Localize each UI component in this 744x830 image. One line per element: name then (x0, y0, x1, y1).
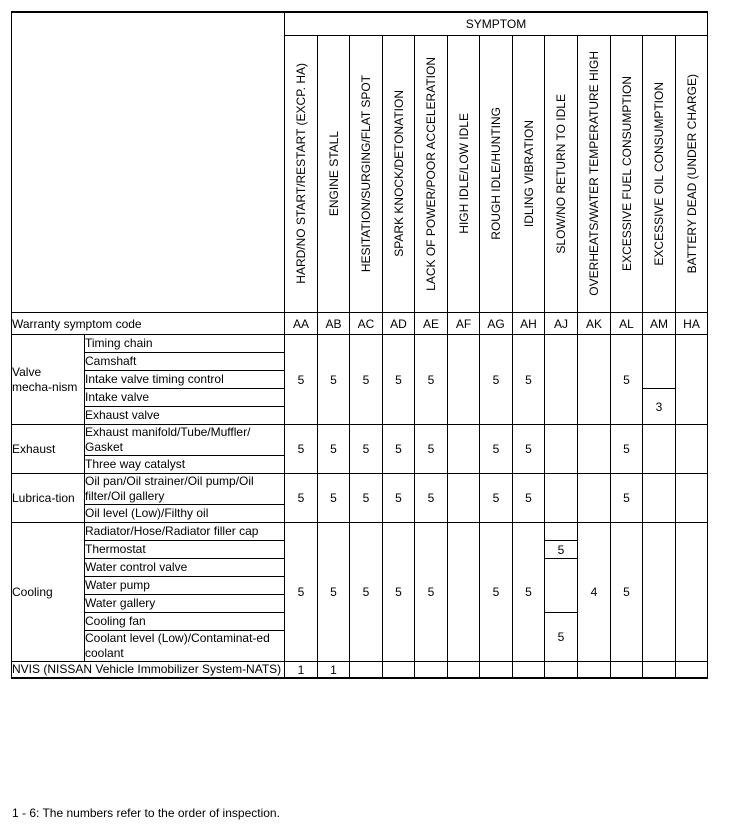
code-ha: HA (676, 313, 708, 335)
value-cell: 5 (513, 335, 545, 425)
value-cell (676, 425, 708, 474)
value-cell: 5 (480, 474, 513, 523)
value-cell: 5 (383, 425, 415, 474)
table-row (12, 335, 708, 353)
col-header-ah: IDLING VIBRATION (513, 36, 545, 313)
value-cell: 5 (415, 474, 448, 523)
value-cell: 5 (415, 523, 448, 662)
value-cell (480, 662, 513, 679)
value-cell: 5 (611, 523, 643, 662)
value-cell (578, 335, 611, 425)
value-cell (643, 662, 676, 679)
value-cell: 5 (285, 425, 318, 474)
group-label-lubrication: Lubrica-tion (12, 474, 85, 523)
code-ad: AD (383, 313, 415, 335)
group-label-valve: Valve mecha-nism (12, 335, 85, 425)
value-cell: 5 (350, 425, 383, 474)
diagnosis-table-container (11, 11, 708, 679)
value-cell: 5 (383, 335, 415, 425)
value-cell: 1 (285, 662, 318, 679)
value-cell: 5 (285, 335, 318, 425)
col-header-al: EXCESSIVE FUEL CONSUMPTION (611, 36, 643, 313)
value-cell (578, 425, 611, 474)
value-cell: 3 (643, 389, 676, 425)
code-ae: AE (415, 313, 448, 335)
value-cell: 5 (480, 335, 513, 425)
value-cell (545, 335, 578, 425)
code-ak: AK (578, 313, 611, 335)
value-cell: 5 (545, 541, 578, 559)
value-cell: 5 (415, 425, 448, 474)
value-cell: 5 (383, 523, 415, 662)
value-cell: 5 (611, 425, 643, 474)
part-cell: Intake valve (85, 389, 285, 407)
value-cell: 5 (350, 474, 383, 523)
col-header-ab: ENGINE STALL (318, 36, 350, 313)
value-cell: 5 (350, 523, 383, 662)
value-cell (611, 662, 643, 679)
col-header-aj: SLOW/NO RETURN TO IDLE (545, 36, 578, 313)
symptom-table (11, 11, 708, 679)
part-cell: Thermostat (85, 541, 285, 559)
nvis-label: NVIS (NISSAN Vehicle Immobilizer System-NATS) (12, 662, 285, 679)
value-cell: 5 (513, 425, 545, 474)
code-ah: AH (513, 313, 545, 335)
code-aj: AJ (545, 313, 578, 335)
value-cell (545, 425, 578, 474)
value-cell: 5 (318, 425, 350, 474)
value-cell: 5 (513, 523, 545, 662)
col-header-ak: OVERHEATS/WATER TEMPERATURE HIGH (578, 36, 611, 313)
value-cell (676, 662, 708, 679)
value-cell (676, 523, 708, 662)
value-cell: 5 (611, 335, 643, 425)
col-header-ae: LACK OF POWER/POOR ACCELERATION (415, 36, 448, 313)
part-cell: Three way catalyst (85, 456, 285, 474)
col-header-am: EXCESSIVE OIL CONSUMPTION (643, 36, 676, 313)
part-cell: Coolant level (Low)/Contaminat-ed coolant (85, 631, 285, 662)
value-cell: 5 (350, 335, 383, 425)
value-cell: 5 (383, 474, 415, 523)
value-cell (545, 559, 578, 613)
code-ag: AG (480, 313, 513, 335)
part-cell: Water control valve (85, 559, 285, 577)
warranty-code-row (12, 313, 708, 335)
value-cell (545, 523, 578, 541)
code-aa: AA (285, 313, 318, 335)
value-cell (643, 474, 676, 523)
part-cell: Oil pan/Oil strainer/Oil pump/Oil filter/Oil gallery (85, 474, 285, 505)
header-corner (12, 12, 285, 313)
col-header-ac: HESITATION/SURGING/FLAT SPOT (350, 36, 383, 313)
value-cell (448, 474, 480, 523)
value-cell (350, 662, 383, 679)
value-cell (545, 662, 578, 679)
value-cell: 5 (480, 523, 513, 662)
table-row (12, 425, 708, 456)
value-cell: 5 (480, 425, 513, 474)
value-cell (448, 662, 480, 679)
value-cell (676, 474, 708, 523)
symptom-title: SYMPTOM (285, 12, 708, 36)
col-header-ad: SPARK KNOCK/DETONATION (383, 36, 415, 313)
part-cell: Timing chain (85, 335, 285, 353)
value-cell: 5 (285, 474, 318, 523)
part-cell: Camshaft (85, 353, 285, 371)
value-cell: 5 (285, 523, 318, 662)
value-cell (545, 474, 578, 523)
part-cell: Radiator/Hose/Radiator filler cap (85, 523, 285, 541)
part-cell: Exhaust valve (85, 407, 285, 425)
value-cell: 5 (611, 474, 643, 523)
group-label-cooling: Cooling (12, 523, 85, 662)
value-cell: 5 (415, 335, 448, 425)
part-cell: Oil level (Low)/Filthy oil (85, 505, 285, 523)
col-header-ag: ROUGH IDLE/HUNTING (480, 36, 513, 313)
value-cell (448, 335, 480, 425)
table-row (12, 662, 708, 679)
value-cell (415, 662, 448, 679)
value-cell (643, 335, 676, 389)
code-ab: AB (318, 313, 350, 335)
table-row (12, 474, 708, 505)
part-cell: Water gallery (85, 595, 285, 613)
part-cell: Intake valve timing control (85, 371, 285, 389)
value-cell (448, 425, 480, 474)
value-cell (643, 425, 676, 474)
col-header-aa: HARD/NO START/RESTART (EXCP. HA) (285, 36, 318, 313)
code-af: AF (448, 313, 480, 335)
value-cell: 4 (578, 523, 611, 662)
value-cell (676, 335, 708, 425)
code-ac: AC (350, 313, 383, 335)
value-cell (578, 474, 611, 523)
value-cell: 5 (318, 335, 350, 425)
part-cell: Water pump (85, 577, 285, 595)
value-cell (643, 523, 676, 662)
col-header-ha: BATTERY DEAD (UNDER CHARGE) (676, 36, 708, 313)
value-cell (448, 523, 480, 662)
part-cell: Exhaust manifold/Tube/Muffler/ Gasket (85, 425, 285, 456)
code-am: AM (643, 313, 676, 335)
value-cell: 5 (513, 474, 545, 523)
value-cell (513, 662, 545, 679)
value-cell (578, 662, 611, 679)
footnote: 1 - 6: The numbers refer to the order of inspection. (12, 806, 280, 820)
value-cell: 5 (318, 474, 350, 523)
value-cell: 1 (318, 662, 350, 679)
value-cell (383, 662, 415, 679)
part-cell: Cooling fan (85, 613, 285, 631)
value-cell: 5 (545, 613, 578, 662)
table-row (12, 523, 708, 541)
value-cell: 5 (318, 523, 350, 662)
group-label-exhaust: Exhaust (12, 425, 85, 474)
code-al: AL (611, 313, 643, 335)
warranty-label: Warranty symptom code (12, 313, 285, 335)
col-header-af: HIGH IDLE/LOW IDLE (448, 36, 480, 313)
